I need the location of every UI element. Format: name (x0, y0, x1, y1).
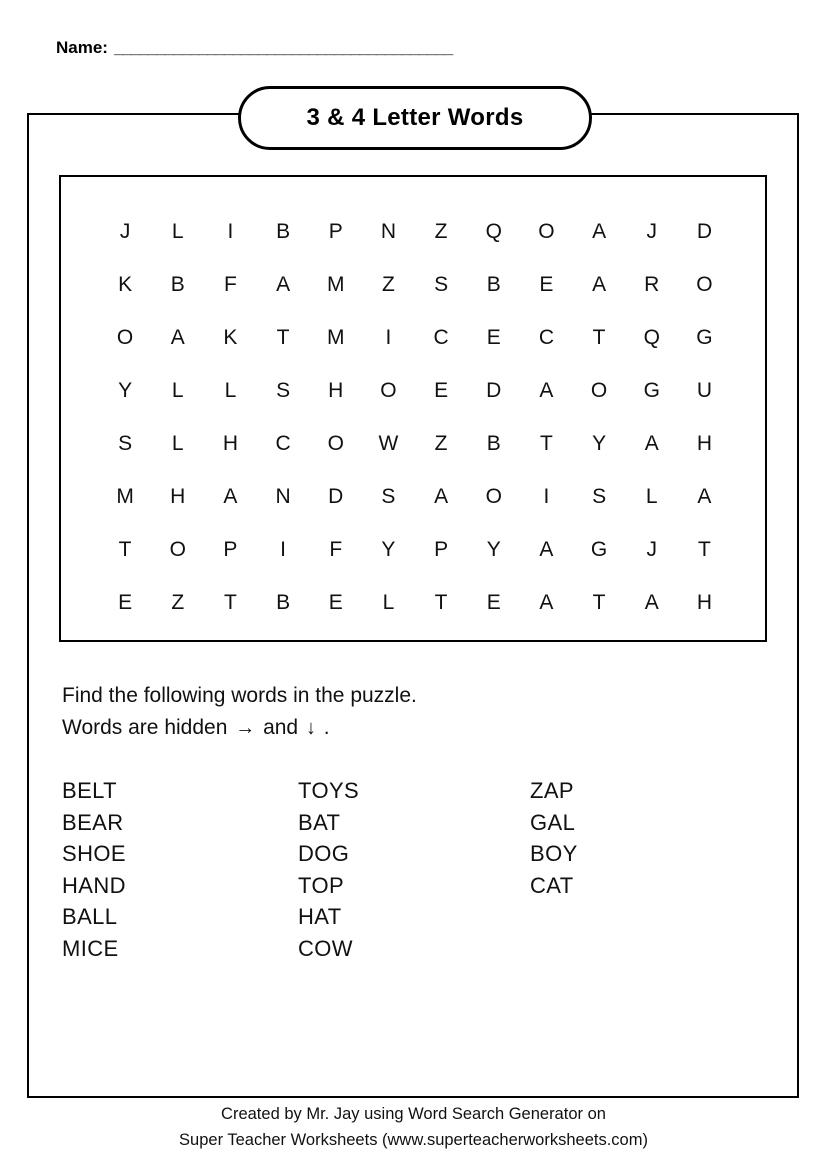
grid-letter[interactable]: O (327, 431, 345, 455)
word-list-item[interactable]: DOG (298, 841, 350, 866)
grid-letter[interactable]: O (696, 272, 714, 296)
grid-letter[interactable]: L (171, 431, 185, 455)
grid-letter[interactable]: A (223, 484, 238, 508)
grid-letter[interactable]: O (538, 219, 556, 243)
grid-letter[interactable]: G (643, 378, 661, 402)
grid-letter[interactable]: H (328, 378, 344, 402)
grid-letter[interactable]: L (171, 219, 185, 243)
word-list-column-3 (530, 775, 690, 964)
grid-letter[interactable]: J (119, 219, 131, 243)
page-title: 3 & 4 Letter Words (306, 104, 524, 131)
word-list-item[interactable]: BAT (298, 809, 341, 835)
grid-letter[interactable]: S (434, 272, 449, 296)
word-list-column-1 (62, 775, 298, 964)
grid-letter[interactable]: K (118, 272, 133, 296)
word-list-item[interactable]: HAT (298, 904, 342, 929)
word-search-grid[interactable] (99, 205, 731, 629)
footer (0, 1101, 827, 1153)
grid-letter[interactable]: P (434, 537, 449, 561)
grid-letter[interactable]: O (116, 325, 134, 349)
grid-letter[interactable]: Q (643, 325, 661, 349)
footer-line-1: Created by Mr. Jay using Word Search Generator on (221, 1105, 606, 1123)
word-list-item[interactable]: MICE (62, 935, 119, 961)
grid-letter[interactable]: T (118, 537, 132, 561)
grid-letter[interactable]: A (434, 484, 449, 508)
grid-letter[interactable]: B (486, 272, 502, 296)
grid-letter[interactable]: K (223, 325, 238, 349)
instructions-line-1: Find the following words in the puzzle. (62, 684, 417, 707)
grid-letter[interactable]: I (227, 219, 234, 243)
grid-letter[interactable]: A (539, 537, 554, 561)
grid-letter[interactable]: Q (485, 219, 503, 243)
grid-letter[interactable]: Z (434, 219, 448, 243)
word-list-item[interactable]: ZAP (530, 778, 574, 803)
name-label: Name: (56, 38, 108, 57)
instructions-line-2-mid: and (263, 716, 299, 739)
grid-letter[interactable]: T (592, 325, 606, 349)
grid-letter[interactable]: T (224, 590, 238, 614)
grid-letter[interactable]: Z (382, 272, 396, 296)
instructions-line-2 (62, 712, 417, 744)
word-list-item[interactable]: BEAR (62, 809, 124, 835)
grid-letter[interactable]: Y (381, 537, 396, 561)
grid-letter[interactable]: E (328, 590, 344, 614)
grid-letter[interactable]: D (696, 219, 713, 243)
grid-letter[interactable]: T (540, 431, 554, 455)
grid-letter[interactable]: Y (486, 537, 502, 561)
grid-letter[interactable]: F (329, 537, 343, 561)
grid-letter[interactable]: U (696, 378, 713, 402)
grid-letter[interactable]: G (696, 325, 714, 349)
grid-letter[interactable]: S (118, 431, 133, 455)
grid-letter[interactable]: O (380, 378, 398, 402)
grid-letter[interactable]: H (222, 431, 239, 455)
grid-letter[interactable]: Z (434, 431, 448, 455)
grid-letter[interactable]: P (328, 219, 344, 243)
grid-letter[interactable]: D (328, 484, 344, 508)
grid-letter[interactable]: A (592, 219, 607, 243)
grid-letter[interactable]: O (590, 378, 608, 402)
grid-letter[interactable]: O (169, 537, 187, 561)
word-list-item[interactable]: BELT (62, 778, 117, 803)
instructions-line-2-prefix: Words are hidden (62, 716, 228, 739)
grid-letter[interactable]: M (326, 272, 345, 296)
grid-letter[interactable]: Y (592, 431, 607, 455)
grid-letter[interactable]: B (276, 219, 291, 243)
grid-letter[interactable]: T (434, 590, 448, 614)
grid-letter[interactable]: R (644, 272, 660, 296)
grid-letter[interactable]: B (276, 590, 291, 614)
grid-letter[interactable]: A (697, 484, 712, 508)
instructions (62, 680, 417, 744)
grid-letter[interactable]: A (276, 272, 291, 296)
grid-letter[interactable]: A (539, 590, 554, 614)
word-search-grid-box (59, 175, 767, 642)
grid-letter[interactable]: B (170, 272, 186, 296)
word-list-item[interactable]: BALL (62, 904, 118, 929)
grid-letter[interactable]: M (116, 484, 135, 508)
grid-letter[interactable]: A (644, 431, 660, 455)
grid-letter[interactable]: E (118, 590, 133, 614)
grid-letter[interactable]: D (486, 378, 502, 402)
grid-letter[interactable]: E (434, 378, 449, 402)
word-list-item[interactable]: HAND (62, 872, 126, 898)
grid-letter[interactable]: L (224, 378, 237, 402)
grid-letter[interactable]: E (486, 590, 502, 614)
grid-letter[interactable]: I (543, 484, 550, 508)
grid-letter[interactable]: W (378, 431, 399, 455)
grid-letter[interactable]: N (275, 484, 292, 508)
grid-letter[interactable]: A (644, 590, 660, 614)
grid-letter[interactable]: H (696, 590, 713, 614)
arrow-right-icon: → (235, 717, 256, 739)
instructions-line-2-suffix: . (323, 716, 330, 739)
word-list (62, 775, 702, 964)
word-list-column-2 (298, 775, 530, 964)
grid-letter[interactable]: E (539, 272, 554, 296)
grid-letter[interactable]: S (276, 378, 291, 402)
grid-letter[interactable]: J (646, 537, 658, 561)
word-list-item[interactable]: TOP (298, 872, 345, 898)
grid-letter[interactable]: T (698, 537, 712, 561)
grid-letter[interactable]: A (539, 378, 554, 402)
grid-letter[interactable]: J (646, 219, 658, 243)
name-row (56, 38, 452, 58)
grid-letter[interactable]: H (170, 484, 186, 508)
worksheet-title-capsule (238, 86, 592, 150)
word-list-item[interactable]: CAT (530, 872, 574, 898)
grid-letter[interactable]: L (645, 484, 659, 508)
word-list-item[interactable]: SHOE (62, 841, 126, 866)
name-blank-line[interactable]: ________________________________________ (113, 38, 453, 57)
grid-letter[interactable]: G (590, 537, 608, 561)
grid-letter[interactable]: P (223, 537, 238, 561)
grid-letter[interactable]: Z (171, 590, 185, 614)
word-list-item[interactable]: COW (298, 935, 353, 961)
grid-letter[interactable]: T (592, 590, 606, 614)
word-list-item[interactable]: BOY (530, 841, 578, 866)
grid-letter[interactable]: H (696, 431, 713, 455)
word-list-item[interactable]: GAL (530, 809, 576, 835)
grid-letter[interactable]: F (224, 272, 238, 296)
grid-letter[interactable]: M (326, 325, 345, 349)
grid-letter[interactable]: O (485, 484, 503, 508)
footer-line-2: Super Teacher Worksheets (www.superteacherworksheets.com) (179, 1131, 648, 1149)
arrow-down-icon: ↓ (305, 717, 316, 739)
grid-letter[interactable]: C (538, 325, 555, 349)
grid-letter[interactable]: N (380, 219, 397, 243)
grid-letter[interactable]: E (486, 325, 502, 349)
grid-letter[interactable]: C (275, 431, 292, 455)
grid-letter[interactable]: A (592, 272, 607, 296)
grid-letter[interactable]: C (433, 325, 450, 349)
grid-letter[interactable]: I (385, 325, 392, 349)
grid-letter[interactable]: A (170, 325, 186, 349)
grid-letter[interactable]: S (592, 484, 607, 508)
grid-letter[interactable]: L (171, 378, 185, 402)
grid-letter[interactable]: Y (118, 378, 133, 402)
grid-letter[interactable]: T (276, 325, 290, 349)
grid-letter[interactable]: S (381, 484, 396, 508)
grid-letter[interactable]: L (382, 590, 395, 614)
grid-letter[interactable]: I (280, 537, 287, 561)
grid-letter[interactable]: B (486, 431, 502, 455)
word-list-item[interactable]: TOYS (298, 778, 360, 803)
